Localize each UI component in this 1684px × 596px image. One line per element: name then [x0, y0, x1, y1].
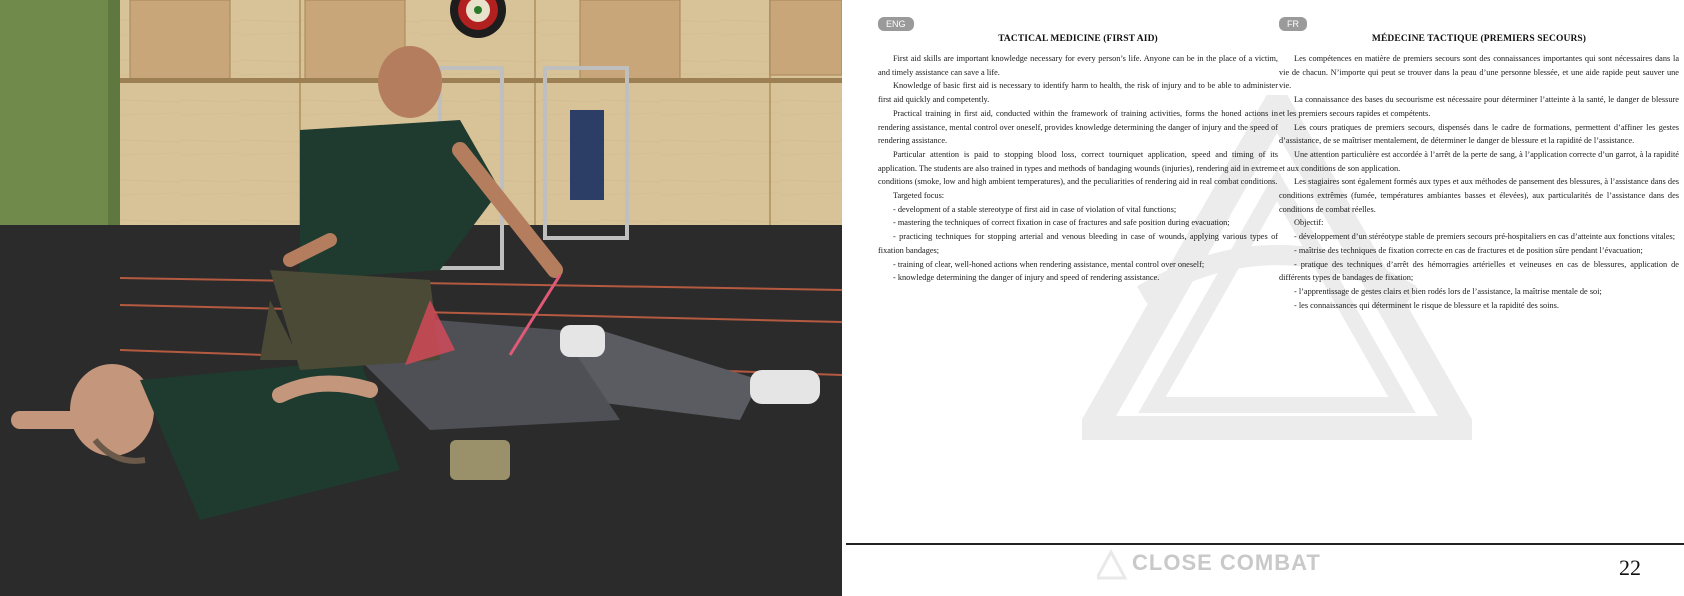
- footer-divider: [846, 543, 1684, 545]
- language-badge-eng: ENG: [878, 17, 914, 31]
- list-item: - les connaissances qui déterminent le risque de blessure et la rapidité des soins.: [1294, 300, 1559, 310]
- footer-logo-text: CLOSE COMBAT: [1132, 550, 1321, 575]
- paragraph: Objectif:: [1294, 218, 1324, 228]
- list-item: - maîtrise des techniques de fixation correcte en cas de fractures et de position sûre pendant l’évacuation;: [1294, 245, 1643, 255]
- english-title: TACTICAL MEDICINE (FIRST AID): [998, 34, 1158, 44]
- french-column: [1279, 14, 1679, 312]
- list-item: - development of a stable stereotype of first aid in case of violation of vital functions;: [893, 204, 1177, 214]
- french-title: MÉDECINE TACTIQUE (PREMIERS SECOURS): [1371, 34, 1587, 44]
- list-item: - l’apprentissage de gestes clairs et bien rodés lors de l’assistance, la maîtrise mentale de soi;: [1294, 286, 1602, 296]
- english-column: [878, 14, 1278, 285]
- page-number: 22: [1619, 555, 1641, 580]
- text-page: [842, 0, 1684, 596]
- paragraph: First aid skills are important knowledge necessary for every person’s life. Anyone can be in the place of a victim, and timely assistance can save a life.: [878, 54, 1278, 77]
- paragraph: Les stagiaires sont également formés aux types et aux méthodes de pansement des blessures, à l’assistance dans des conditions extrêmes (fumée, températures ambiantes basses et élevées), aux particularités de l’assistance dans des conditions de combat réelles.: [1279, 177, 1679, 214]
- paragraph: Practical training in first aid, conducted within the framework of training activities, forms the honed actions in rendering assistance, mental control over oneself, provides knowledge determining the danger of injury and the speed of rendering assistance.: [878, 108, 1278, 146]
- paragraph: Les compétences en matière de premiers secours sont des connaissances importantes qui sont nécessaires dans la vie de chacun. N’importe qui peut se trouver dans la peau d’une personne blessée, et une aide rapide peut sauver une vie.: [1279, 54, 1679, 91]
- paragraph: Particular attention is paid to stopping blood loss, correct tourniquet application, speed and timing of its application. The students are also trained in types and methods of bandaging wounds (injuries), rendering aid in extreme conditions (smoke, low and high ambient temperatures), and the peculiarities of rendering aid in real combat conditions.: [878, 149, 1278, 187]
- language-badge-fr: FR: [1279, 17, 1307, 31]
- list-item: - développement d’un stéréotype stable de premiers secours pré-hospitaliers en cas d’atteinte aux fonctions vitales;: [1294, 232, 1676, 242]
- paragraph: Knowledge of basic first aid is necessary to identify harm to health, the risk of injury and to be able to administer first aid quickly and competently.: [878, 81, 1278, 105]
- list-item: - practicing techniques for stopping arterial and venous bleeding in case of wounds, applying various types of fixation bandages;: [878, 232, 1278, 255]
- list-item: - pratique des techniques d’arrêt des hémorragies artérielles et veineuses en cas de blessures, application de différents types de bandages de fixation;: [1279, 259, 1679, 283]
- paragraph: Une attention particulière est accordée à l’arrêt de la perte de sang, à l’application correcte d’un garrot, à la rapidité et aux conditions de son application.: [1279, 149, 1679, 173]
- paragraph: Les cours pratiques de premiers secours, dispensés dans le cadre de formations, permettent d’affiner les gestes d’assistance, de se maîtriser mentalement, de déterminer le danger de blessure et la rapidité de l’assistance.: [1279, 122, 1679, 146]
- paragraph: La connaissance des bases du secourisme est nécessaire pour déterminer l’atteinte à la santé, le danger de blessure et les premiers secours rapides et compétents.: [1279, 95, 1679, 118]
- list-item: - knowledge determining the danger of injury and speed of rendering assistance.: [893, 273, 1160, 283]
- paragraph: Targeted focus:: [893, 191, 945, 201]
- list-item: - training of clear, well-honed actions when rendering assistance, mental control over oneself;: [893, 259, 1205, 269]
- list-item: - mastering the techniques of correct fixation in case of fractures and safe position during evacuation;: [893, 218, 1230, 228]
